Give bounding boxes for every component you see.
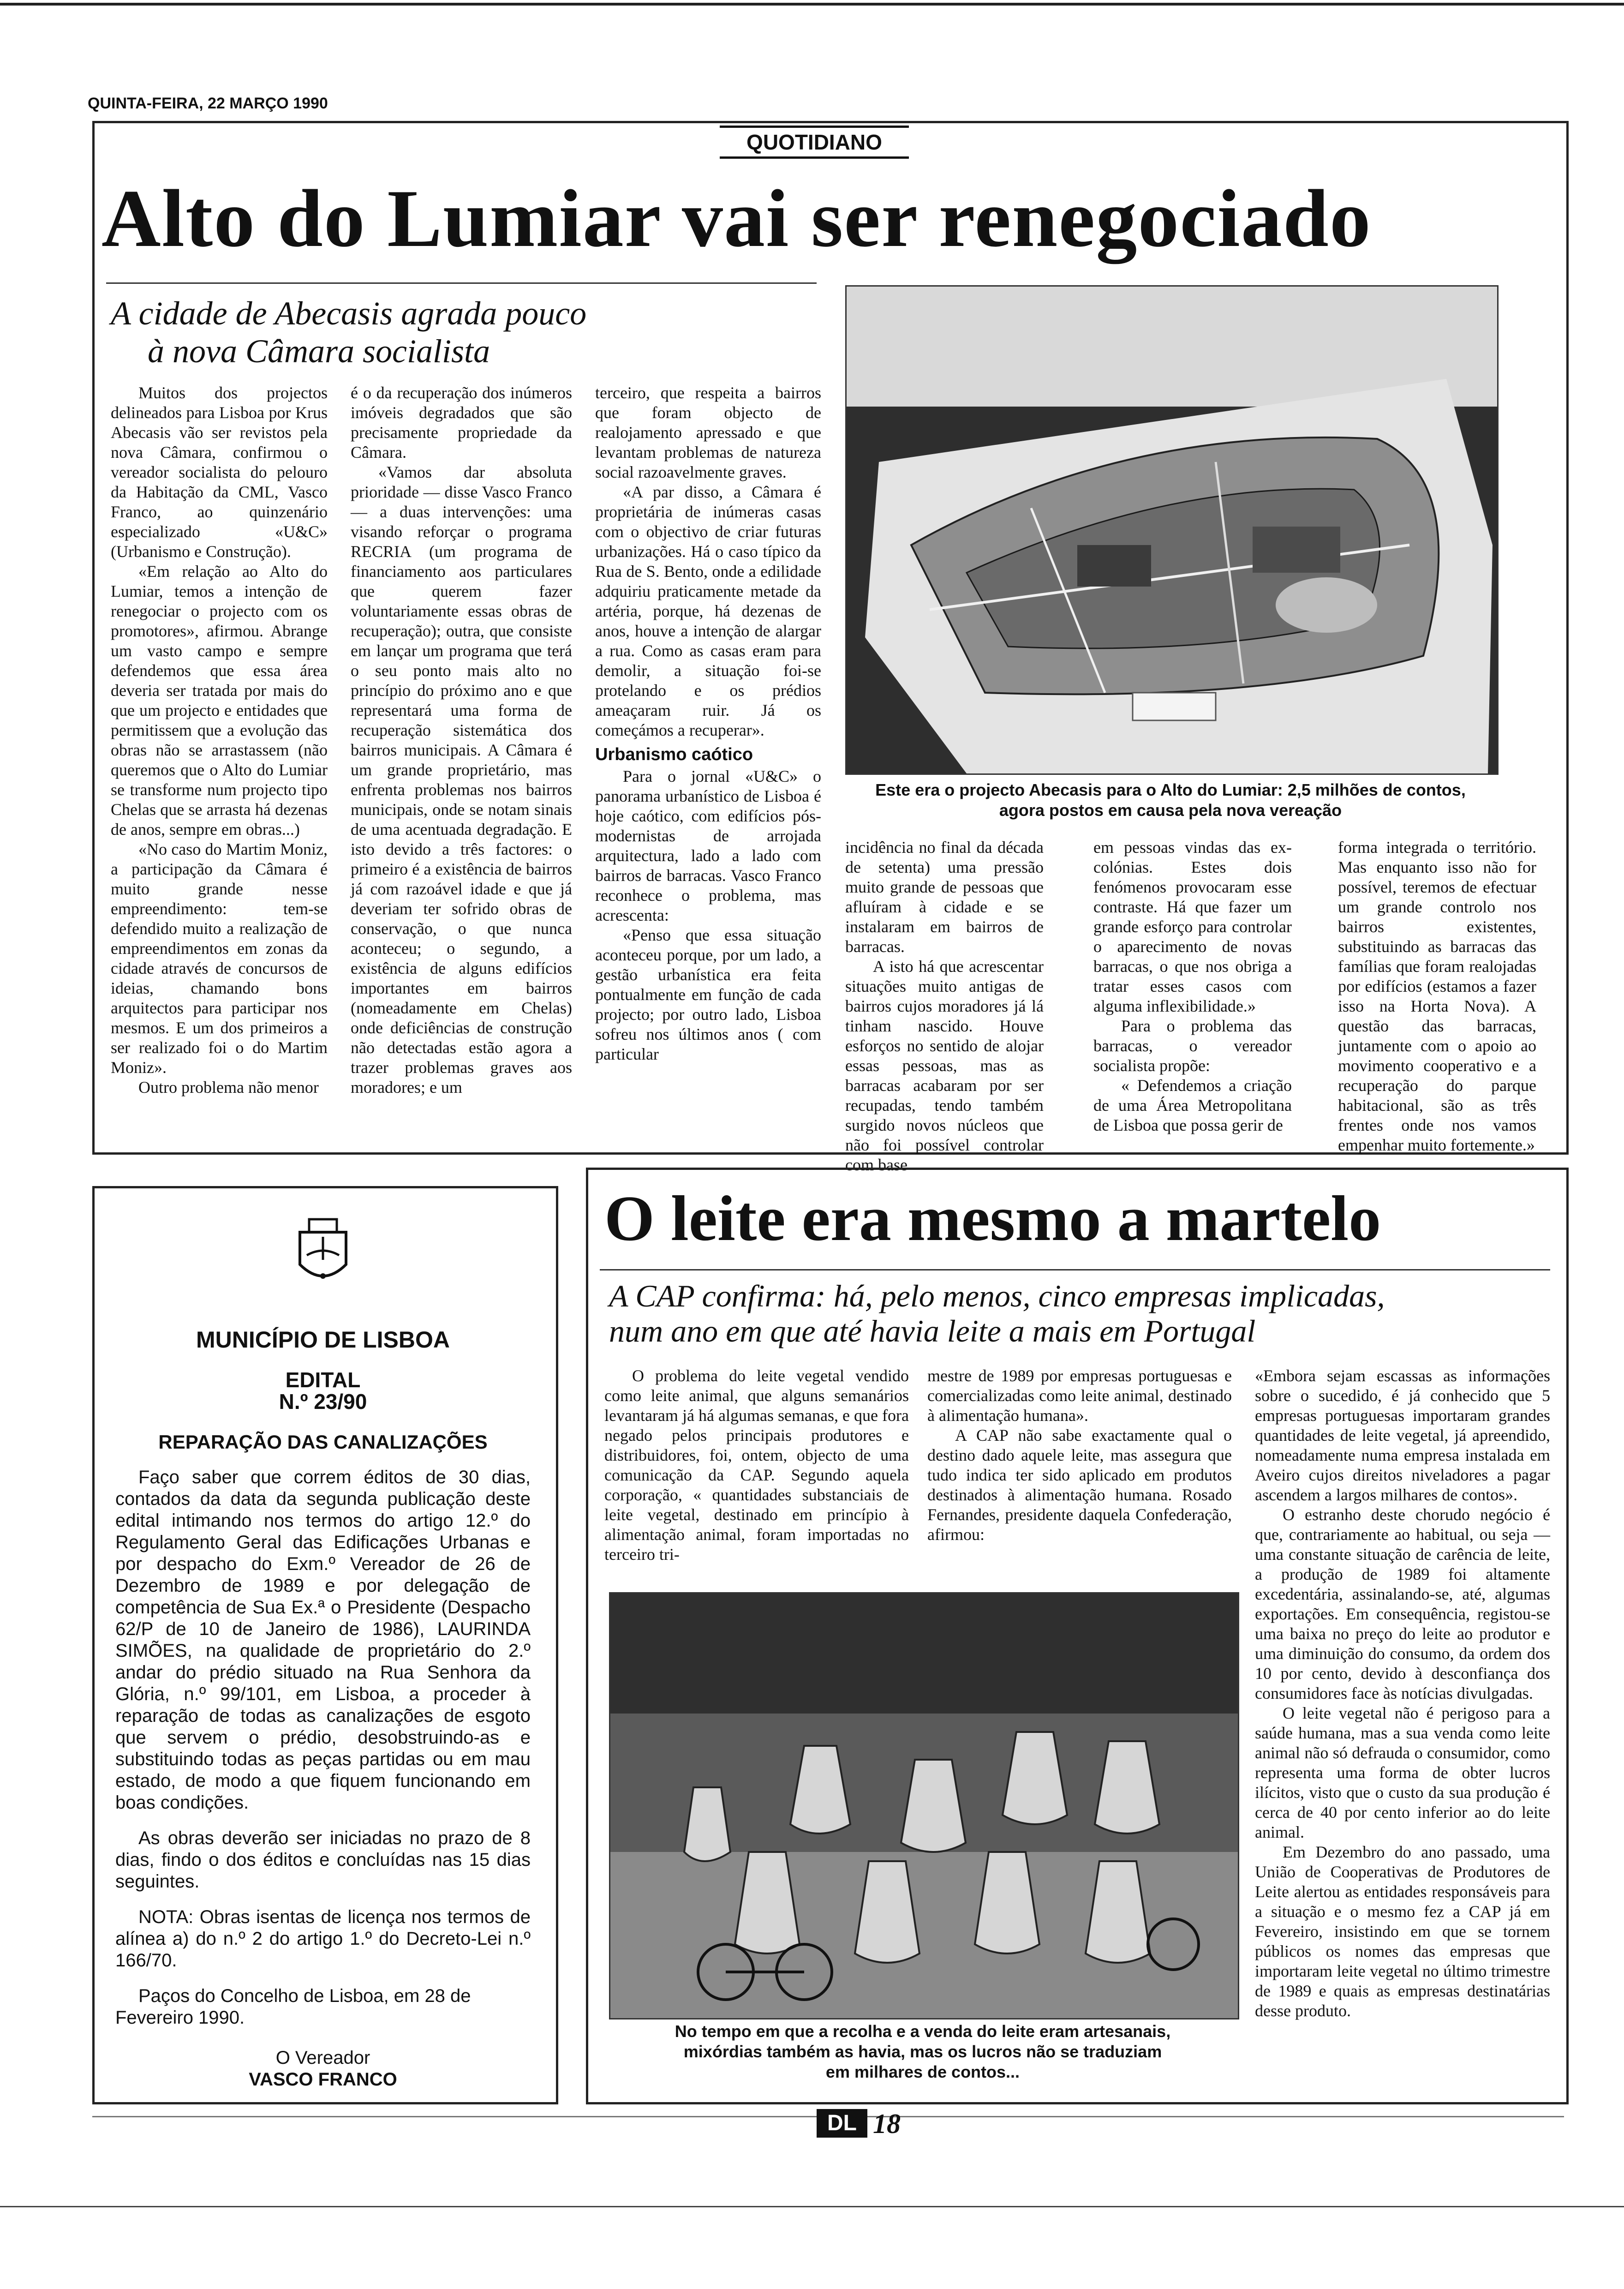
top-rule [0,3,1624,6]
milk-cans-photo [609,1592,1239,2019]
article1-col3 [595,383,821,1064]
paragraph: forma integrada o território. Mas enquanto isso não for possível, teremos de efectuar um grande controlo nos bairros existentes, substituindo as barracas das famílias que foram realojadas por edifícios (estamos a fazer isso na Horta Nova). A questão das barracas, juntamente com o apoio ao movimento cooperativo e a recuperação do parque habitacional, são as três frentes onde nos vamos empenhar muito fortemente.» [1338,838,1536,1154]
model-photo [845,285,1499,775]
paragraph: «Em relação ao Alto do Lumiar, temos a intenção de renegociar o projecto com os promotores», afirmou. Abrange um vasto campo e sempre defendemos que essa área deveria ser tratada por mais do que um projecto e entidades que permitissem que a evolução das obras não se arrastassem (não queremos que o Alto do Lumiar se transforme num projecto tipo Chelas que se arrasta há dezenas de anos, sempre em obras...) [111,562,328,839]
article1-title: Alto do Lumiar vai ser renegociado [102,173,1372,264]
paragraph: «A par disso, a Câmara é proprietária de inúmeras casas com o objectivo de criar futuras urbanizações. Há o caso típico da Rua de S. Bento, onde a edilidade adquiriu praticamente metade da artéria, porque, há dezenas de anos, houve a intenção de alargar a rua. Como as casas eram para demolir, a situação foi-se protelando e os prédios ameaçaram ruir. Já os começámos a recuperar». [595,483,821,739]
edital-title: REPARAÇÃO DAS CANALIZAÇÕES [158,1431,488,1453]
paragraph: O leite vegetal não é perigoso para a saúde humana, mas a sua venda como leite animal não só defrauda o consumidor, como representa uma forma de obter lucros ilícitos, visto que o custo da sua produção é cerca de 40 por cento inferior ao do leite animal. [1255,1704,1550,1841]
paragraph: em pessoas vindas das ex-colónias. Estes dois fenómenos provocaram esse contraste. Há que fazer um grande esforço para controlar o aparecimento de novas barracas, o que nos obriga a tratar esses casos com alguma inflexibilidade.» [1093,838,1292,1015]
paragraph: mestre de 1989 por empresas portuguesas e comercializadas como leite animal, destinado à alimentação humana». [927,1366,1232,1425]
paragraph: O problema do leite vegetal vendido como leite animal, que alguns semanários levantaram já há algumas semanas, e que fora negado pelos principais produtores e distribuidores, foi, ontem, objecto de uma comunicação da CAP. Segundo aquela corporação, « quantidades substanciais de leite vegetal, destinado em princípio à alimentação animal, foram importadas no terceiro tri- [604,1366,909,1564]
paragraph: O estranho deste chorudo negócio é que, contrariamente ao habitual, ou seja — uma constante situação de carência de leite, a produção de 1989 foi altamente excedentária, assinalando-se, até, algumas exportações. Em consequência, registou-se uma baixa no preço do leite ao produtor e uma diminuição do consumo, da ordem dos 10 por cento, devido à desconfiança dos consumidores face às notícias divulgadas. [1255,1505,1550,1702]
paragraph: «Embora sejam escassas as informações sobre o sucedido, é já conhecido que 5 empresas portuguesas importaram grandes quantidades de leite vegetal, já apreendido, nomeadamente numa empresa instalada em Aveiro cujos direitos niveladores a pagar ascendem a largos milhares de contos». [1255,1366,1550,1504]
paragraph: Para o problema das barracas, o vereador socialista propõe: [1093,1017,1292,1075]
caption-line: em milhares de contos... [825,2062,1020,2081]
edital-signature-name: VASCO FRANCO [249,2069,397,2090]
model-photo-caption [845,780,1496,821]
article1-col6 [1338,838,1536,1155]
edital-paragraph: As obras deverão ser iniciadas no prazo de 8 dias, findo o dos éditos e concluídas nas 15 dias seguintes. [115,1828,531,1892]
article2-col1 [604,1366,909,1564]
caption-line: Este era o projecto Abecasis para o Alto do Lumiar: 2,5 milhões de contos, [875,780,1466,799]
paragraph: terceiro, que respeita a bairros que foram objecto de realojamento apressado e que levantam problemas de natureza social razoavelmente graves. [595,383,821,481]
article1-col1 [111,383,328,1097]
edital-body [115,1329,531,2091]
paragraph: Em Dezembro do ano passado, uma União de Cooperativas de Produtores de Leite alertou as entidades responsáveis para a situação e o mesmo fez a CAP já em Fevereiro, insistindo em que se tornem públicos os nomes das empresas que importaram leite vegetal no último trimestre de 1989 e quais as empresas destinatárias desse produto. [1255,1843,1550,2020]
article1-col5 [1093,838,1292,1135]
edital-paragraph: Paços do Concelho de Lisboa, em 28 de Fevereiro 1990. [115,1986,471,2028]
edital-label: EDITAL [285,1368,361,1392]
paragraph: «Vamos dar absoluta prioridade — disse Vasco Franco — a duas intervenções: uma visando reforçar o programa RECRIA (um programa de financiamento aos particulares que querem fazer voluntariamente essas obras de recuperação); outra, que consiste em lançar um programa que terá o seu ponto mais alto no princípio do próximo ano e que representará uma forma de recuperação sistemática dos bairros municipais. A Câmara é um grande proprietário, mas enfrenta problemas nos bairros municipais, onde se notam sinais de uma acentuada degradação. E isto devido a três factores: o primeiro é a existência de bairros já com razoável idade e que já deveriam ter sofrido obras de conservação, o que nunca aconteceu; o segundo, a existência de alguns edifícios importantes em bairros (nomeadamente em Chelas) onde deficiências de construção não detectadas estão agora a trazer problemas graves aos moradores; e um [351,463,572,1097]
paragraph: Para o jornal «U&C» o panorama urbanístico de Lisboa é hoje caótico, com edifícios pós-modernistas de arrojada arquitectura, lado a lado com bairros de barracas. Vasco Franco reconhece o problema, mas acrescenta: [595,767,821,924]
section-tag: QUOTIDIANO [720,126,909,159]
subtitle-line: à nova Câmara socialista [148,333,490,370]
edital-paragraph: Faço saber que correm éditos de 30 dias, contados da data da segunda publicação deste edital intimando nos termos do artigo 12.º do Regulamento Geral das Edificações Urbanas e por despacho do Exm.º Vereador de 26 de Dezembro de 1989 e por delegação de competência de Sua Ex.ª o Presidente (Despacho 62/P de 10 de Janeiro de 1986), LAURINDA SIMÕES, na qualidade de proprietário do 2.º andar do prédio situado na Rua Senhora da Glória, n.º 99/101, em Lisboa, a proceder à reparação de todas as canalizações de esgoto que servem o prédio, desobstruindo-as e substituindo todas as peças partidas ou em mau estado, de modo a que fiquem funcionando em boas condições. [115,1467,531,1813]
paragraph: «Penso que essa situação aconteceu porque, por um lado, a gestão urbanística era feita pontualmente em função de cada projecto; por outro lado, Lisboa sofreu nos últimos anos ( com particular [595,926,821,1063]
paragraph: A isto há que acrescentar situações muito antigas de bairros cujos moradores já lá tinham nascido. Houve esforços no sentido de alojar essas pessoas, mas as barracas acabaram por ser recupadas, tendo também surgido novos núcleos que não foi possível controlar com base [845,957,1044,1174]
edital-signature-role: O Vereador [275,2048,370,2068]
paragraph: incidência no final da década de setenta) uma pressão muito grande de pessoas que afluíram à cidade e se instalaram em bairros de barracas. [845,838,1044,956]
article1-col2 [351,383,572,1097]
article2-col2 [927,1366,1232,1545]
title-rule [106,282,817,284]
subtitle-line: A cidade de Abecasis agrada pouco [111,295,587,332]
publication-logo: DL [817,2109,867,2138]
edital-number: N.º 23/90 [279,1390,367,1414]
article1-subtitle [111,294,586,370]
article1-col4 [845,838,1044,1175]
bottom-rule [0,2206,1624,2207]
edital-municipio: MUNICÍPIO DE LISBOA [196,1327,450,1353]
paragraph: Muitos dos projectos delineados para Lisboa por Krus Abecasis vão ser revistos pela nova Câmara, confirmou o vereador socialista do pelouro da Habitação da CML, Vasco Franco, ao quinzenário especializado «U&C» (Urbanismo e Construção). [111,383,328,561]
milk-cans-caption [609,2021,1236,2082]
subtitle-line: num ano em que até havia leite a mais em Portugal [609,1313,1256,1348]
paragraph: é o da recuperação dos inúmeros imóveis degradados que são precisamente propriedade da Câmara. [351,383,572,461]
paragraph: «No caso do Martim Moniz, a participação da Câmara é muito grande nesse empreendimento: tem-se defendido muito a realização de empreendimentos em zonas da cidade através de concursos de ideias, chamando bons arquitectos para participar nos mesmos. E um dos primeiros a ser realizado foi o do Martim Moniz». [111,840,328,1077]
article2-title-rule [600,1269,1550,1270]
paragraph: « Defendemos a criação de uma Área Metropolitana de Lisboa que possa gerir de [1093,1076,1292,1134]
caption-line: mixórdias também as havia, mas os lucros não se traduziam [683,2042,1162,2061]
paragraph: Outro problema não menor [138,1078,319,1097]
milk-cans-image [610,1594,1238,2018]
article2-col3 [1255,1366,1550,2021]
subhead: Urbanismo caótico [595,745,753,764]
page-number: 18 [873,2109,901,2139]
lisbon-coat-of-arms-icon [291,1214,355,1292]
caption-line: agora postos em causa pela nova vereação [999,801,1342,820]
caption-line: No tempo em que a recolha e a venda do leite eram artesanais, [675,2022,1171,2041]
article2-subtitle [609,1278,1385,1348]
edital-paragraph: NOTA: Obras isentas de licença nos termos de alínea a) do n.º 2 do artigo 1.º do Decreto-Lei n.º 166/70. [115,1907,531,1971]
article2-title: O leite era mesmo a martelo [604,1183,1381,1254]
model-photo-image [847,287,1497,773]
paragraph: A CAP não sabe exactamente qual o destino dado aquele leite, mas assegura que tudo indica ter sido aplicado em produtos destinados à alimentação humana. Rosado Fernandes, presidente daquela Confederação, afirmou: [927,1426,1232,1544]
header-date: QUINTA-FEIRA, 22 MARÇO 1990 [88,95,328,112]
subtitle-line: A CAP confirma: há, pelo menos, cinco empresas implicadas, [609,1278,1385,1313]
